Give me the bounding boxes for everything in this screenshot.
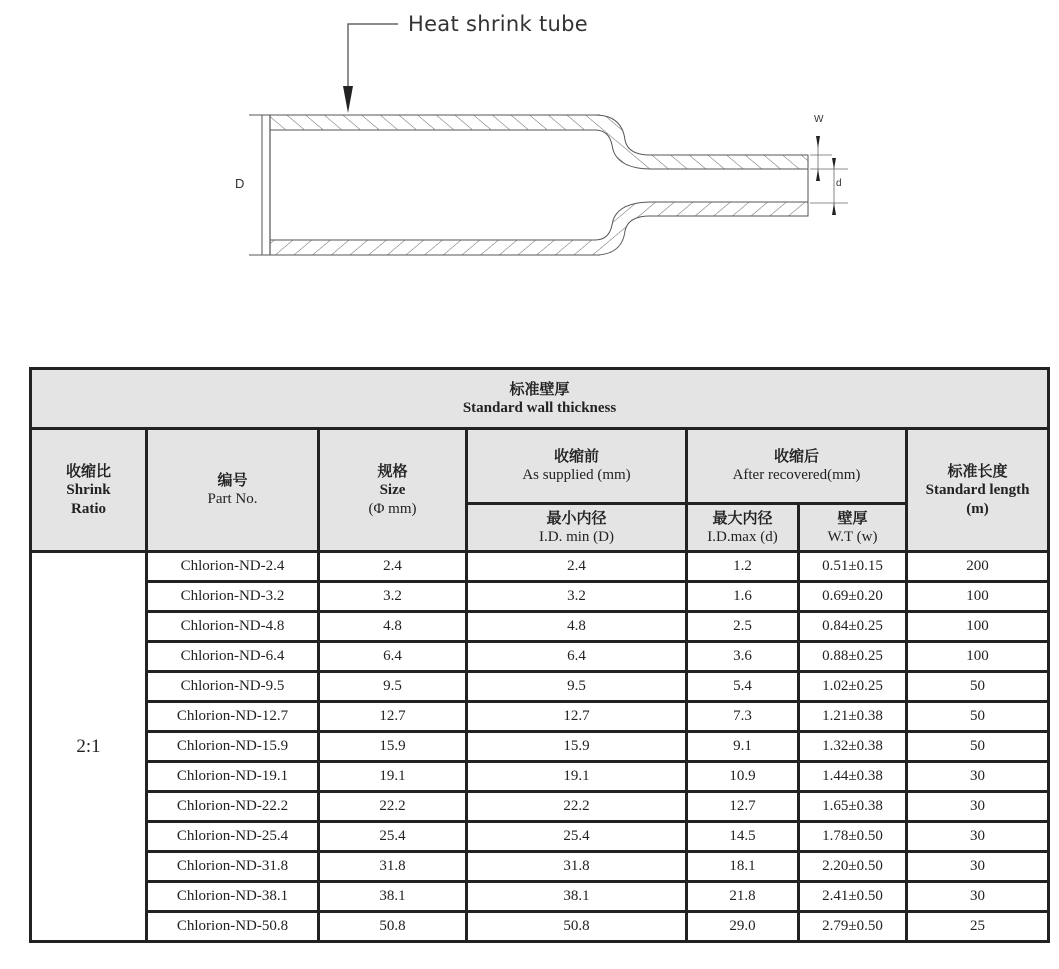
id-min-cell: 2.4: [467, 552, 687, 582]
id-min-cell: 25.4: [467, 822, 687, 852]
size-cell: 25.4: [319, 822, 467, 852]
standard-length-cell: 30: [907, 762, 1049, 792]
header-shrink-ratio: 收缩比 Shrink Ratio: [31, 429, 147, 552]
dimension-label-wall: W: [814, 114, 824, 125]
part-no-cell: Chlorion-ND-19.1: [147, 762, 319, 792]
id-min-cell: 19.1: [467, 762, 687, 792]
table-row: [31, 792, 1049, 822]
id-min-cell: 3.2: [467, 582, 687, 612]
table-row: [31, 642, 1049, 672]
header-after-recovered: 收缩后 After recovered(mm): [687, 429, 907, 504]
table-row: [31, 702, 1049, 732]
table-body: [31, 552, 1049, 942]
wall-thickness-cell: 1.02±0.25: [799, 672, 907, 702]
size-cell: 31.8: [319, 852, 467, 882]
header-row-1: [31, 429, 1049, 504]
part-no-cell: Chlorion-ND-12.7: [147, 702, 319, 732]
table-row: [31, 912, 1049, 942]
id-min-cell: 12.7: [467, 702, 687, 732]
id-max-cell: 2.5: [687, 612, 799, 642]
id-min-cell: 9.5: [467, 672, 687, 702]
shrink-ratio-cell: 2:1: [31, 552, 147, 942]
size-cell: 19.1: [319, 762, 467, 792]
standard-length-cell: 30: [907, 822, 1049, 852]
id-max-cell: 18.1: [687, 852, 799, 882]
wall-thickness-cell: 2.79±0.50: [799, 912, 907, 942]
id-min-cell: 50.8: [467, 912, 687, 942]
header-size: 规格 Size (Φ mm): [319, 429, 467, 552]
header-wall-thickness: 壁厚 W.T (w): [799, 504, 907, 552]
dimension-label-outer-diameter: D: [235, 176, 245, 191]
standard-length-cell: 50: [907, 732, 1049, 762]
standard-length-cell: 50: [907, 672, 1049, 702]
id-max-cell: 3.6: [687, 642, 799, 672]
id-max-cell: 10.9: [687, 762, 799, 792]
wall-thickness-cell: 1.65±0.38: [799, 792, 907, 822]
table-row: [31, 612, 1049, 642]
id-max-cell: 7.3: [687, 702, 799, 732]
standard-length-cell: 100: [907, 582, 1049, 612]
header-standard-length: 标准长度 Standard length (m): [907, 429, 1049, 552]
standard-length-cell: 50: [907, 702, 1049, 732]
wall-thickness-cell: 2.41±0.50: [799, 882, 907, 912]
part-no-cell: Chlorion-ND-3.2: [147, 582, 319, 612]
tube-cross-section-icon: [0, 0, 1059, 300]
table-row: [31, 672, 1049, 702]
table-title: 标准壁厚 Standard wall thickness: [31, 369, 1049, 429]
size-cell: 2.4: [319, 552, 467, 582]
table-row: [31, 552, 1049, 582]
part-no-cell: Chlorion-ND-2.4: [147, 552, 319, 582]
wall-thickness-cell: 1.78±0.50: [799, 822, 907, 852]
id-min-cell: 22.2: [467, 792, 687, 822]
id-max-cell: 9.1: [687, 732, 799, 762]
part-no-cell: Chlorion-ND-25.4: [147, 822, 319, 852]
wall-thickness-cell: 1.44±0.38: [799, 762, 907, 792]
table-row: [31, 582, 1049, 612]
standard-length-cell: 30: [907, 852, 1049, 882]
id-max-cell: 29.0: [687, 912, 799, 942]
standard-length-cell: 30: [907, 882, 1049, 912]
header-as-supplied: 收缩前 As supplied (mm): [467, 429, 687, 504]
part-no-cell: Chlorion-ND-15.9: [147, 732, 319, 762]
standard-length-cell: 100: [907, 642, 1049, 672]
table-row: [31, 822, 1049, 852]
id-min-cell: 38.1: [467, 882, 687, 912]
size-cell: 4.8: [319, 612, 467, 642]
size-cell: 38.1: [319, 882, 467, 912]
id-max-cell: 1.6: [687, 582, 799, 612]
table-row: [31, 732, 1049, 762]
id-min-cell: 15.9: [467, 732, 687, 762]
part-no-cell: Chlorion-ND-6.4: [147, 642, 319, 672]
id-max-cell: 1.2: [687, 552, 799, 582]
part-no-cell: Chlorion-ND-22.2: [147, 792, 319, 822]
wall-thickness-cell: 2.20±0.50: [799, 852, 907, 882]
heat-shrink-tube-diagram: [0, 0, 1059, 300]
standard-length-cell: 25: [907, 912, 1049, 942]
part-no-cell: Chlorion-ND-31.8: [147, 852, 319, 882]
size-cell: 22.2: [319, 792, 467, 822]
header-part-no: 编号 Part No.: [147, 429, 319, 552]
wall-thickness-cell: 0.51±0.15: [799, 552, 907, 582]
part-no-cell: Chlorion-ND-38.1: [147, 882, 319, 912]
standard-length-cell: 100: [907, 612, 1049, 642]
size-cell: 50.8: [319, 912, 467, 942]
wall-thickness-cell: 0.69±0.20: [799, 582, 907, 612]
part-no-cell: Chlorion-ND-50.8: [147, 912, 319, 942]
standard-length-cell: 200: [907, 552, 1049, 582]
header-id-max: 最大内径 I.D.max (d): [687, 504, 799, 552]
size-cell: 12.7: [319, 702, 467, 732]
id-min-cell: 31.8: [467, 852, 687, 882]
size-cell: 15.9: [319, 732, 467, 762]
id-max-cell: 5.4: [687, 672, 799, 702]
part-no-cell: Chlorion-ND-9.5: [147, 672, 319, 702]
dimension-label-inner-diameter: d: [836, 178, 842, 189]
table-title-row: [31, 369, 1049, 429]
size-cell: 3.2: [319, 582, 467, 612]
spec-table: [29, 367, 1050, 943]
wall-thickness-cell: 1.21±0.38: [799, 702, 907, 732]
wall-thickness-cell: 0.88±0.25: [799, 642, 907, 672]
wall-thickness-cell: 0.84±0.25: [799, 612, 907, 642]
table-row: [31, 762, 1049, 792]
callout-label: Heat shrink tube: [408, 12, 588, 36]
size-cell: 9.5: [319, 672, 467, 702]
id-max-cell: 14.5: [687, 822, 799, 852]
wall-thickness-cell: 1.32±0.38: [799, 732, 907, 762]
table-row: [31, 852, 1049, 882]
part-no-cell: Chlorion-ND-4.8: [147, 612, 319, 642]
table-row: [31, 882, 1049, 912]
size-cell: 6.4: [319, 642, 467, 672]
header-id-min: 最小内径 I.D. min (D): [467, 504, 687, 552]
id-min-cell: 6.4: [467, 642, 687, 672]
id-min-cell: 4.8: [467, 612, 687, 642]
standard-length-cell: 30: [907, 792, 1049, 822]
id-max-cell: 12.7: [687, 792, 799, 822]
id-max-cell: 21.8: [687, 882, 799, 912]
